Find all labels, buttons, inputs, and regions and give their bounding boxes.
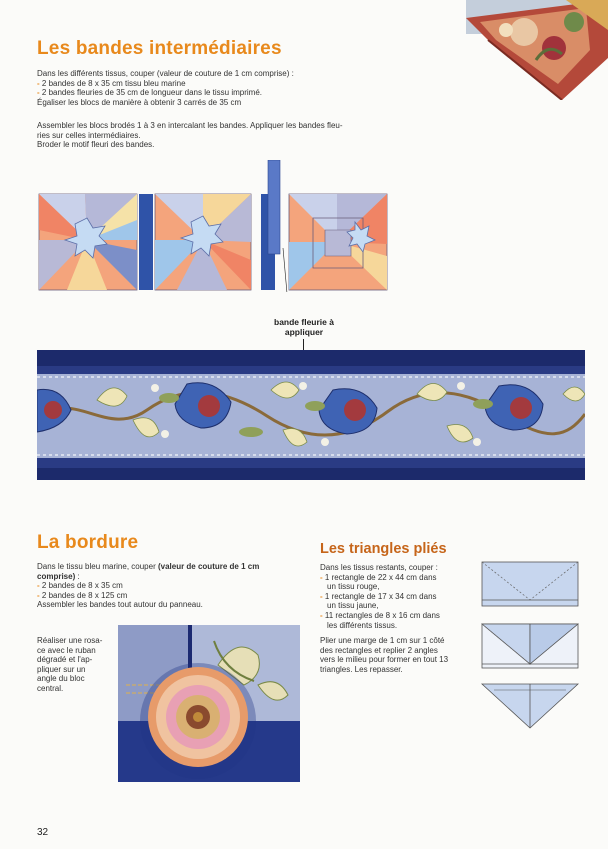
section-title-triangles: Les triangles pliés [320, 541, 447, 557]
block-assembly-diagram [37, 160, 389, 292]
corner-fabric-photo [466, 0, 608, 100]
list-item: 2 bandes de 8 x 35 cm [41, 581, 123, 591]
embroidered-block-1 [39, 194, 137, 290]
fold-step-3-diagram [480, 682, 580, 732]
callout-label: bande fleurie à appliquer [274, 317, 334, 337]
cutting-instructions: Dans les différents tissus, couper (valeur de couture de 1 cm comprise) : - 2 bandes de 8 x 35 cm tissu bleu marine - 2 bandes fleuries de 35 cm de longueur dans le tissu imprimé. Égaliser les blocs de manière à obtenir 3 carrés de 35 cm [37, 69, 407, 107]
instruction-line: ries sur celles intermédiaires. [37, 130, 141, 140]
list-item: 2 bandes de 8 x 125 cm [41, 590, 128, 600]
list-item: 1 rectangle de 17 x 34 cm dans [324, 591, 437, 601]
fold-step-2-diagram [480, 620, 580, 672]
list-item: 11 rectangles de 8 x 16 cm dans [324, 610, 440, 620]
floral-band-photo [37, 350, 585, 480]
instruction-line: 2 bandes fleuries de 35 cm de longueur dans le tissu imprimé. [41, 88, 263, 98]
page-number: 32 [37, 827, 49, 838]
section-title-bandes: Les bandes intermédiaires [37, 38, 282, 59]
instruction-line: 2 bandes de 8 x 35 cm tissu bleu marine [41, 78, 186, 88]
instruction-line: Assembler les blocs brodés 1 à 3 en intercalant les bandes. Appliquer les bandes fleu- [37, 121, 343, 130]
instruction-line: Broder le motif fleuri des bandes. [37, 140, 155, 150]
instruction-line: Égaliser les blocs de manière à obtenir 3 carrés de 35 cm [37, 97, 242, 107]
rosace-instructions: Réaliser une rosa- ce avec le ruban dégradé et l'ap- pliquer sur un angle du bloc central. [37, 636, 103, 693]
rosace-photo [118, 625, 300, 782]
assembly-instructions [37, 121, 407, 150]
section-title-bordure: La bordure [37, 532, 139, 553]
border-instructions: Dans le tissu bleu marine, couper (valeur de couture de 1 cm comprise) : - 2 bandes de 8 x 35 cm - 2 bandes de 8 x 125 cm Assembler les bandes tout autour du panneau. [37, 562, 305, 610]
instruction-line: Dans les différents tissus, couper (valeur de couture de 1 cm comprise) : [37, 69, 294, 78]
navy-strip [139, 194, 153, 290]
list-item: 1 rectangle de 22 x 44 cm dans [324, 572, 437, 582]
embroidered-block-3 [289, 194, 387, 290]
floral-band-strip [268, 160, 280, 254]
instruction-line: Assembler les bandes tout autour du panneau. [37, 600, 203, 610]
fold-step-1-diagram [480, 560, 580, 608]
triangle-instructions: Dans les tissus restants, couper : - 1 rectangle de 22 x 44 cm dans un tissu rouge, - 1 rectangle de 17 x 34 cm dans un tissu jaune, - 11 rectangles de 8 x 16 cm dans les différents tissus. Plier une marge de 1 cm sur 1 côté des rectangles et replier 2 angles vers le milieu pour former en tout 13 triangles. Les repasser. [320, 563, 449, 674]
rosace [148, 667, 248, 767]
embroidered-block-2 [155, 194, 251, 290]
